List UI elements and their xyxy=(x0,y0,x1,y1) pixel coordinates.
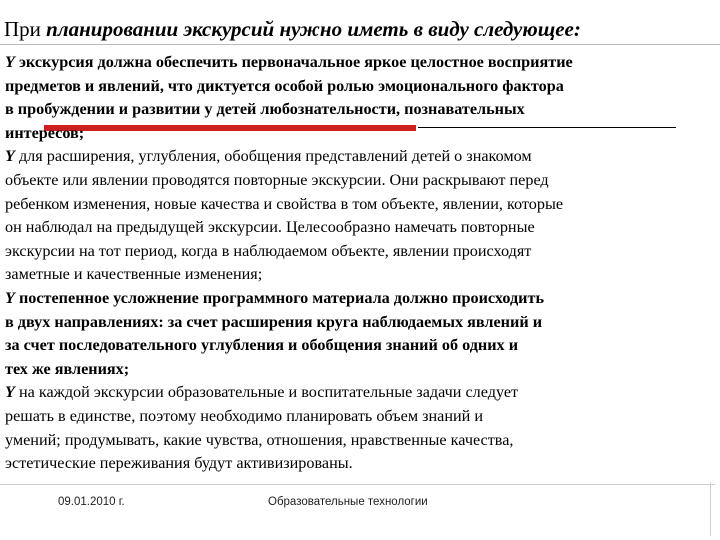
slide-title xyxy=(4,16,716,42)
text-segment: постепенное усложнение программного материала должно происходить xyxy=(14,288,545,307)
text-line: умений; продумывать, какие чувства, отношения, нравственные качества, xyxy=(5,430,514,449)
footer-divider xyxy=(0,484,715,485)
bullet-icon: Ү xyxy=(5,147,15,166)
text-segment: для расширения, углубления, обобщения представлений детей о знакомом xyxy=(14,147,532,166)
body-text xyxy=(5,51,717,476)
text-line: решать в единстве, поэтому необходимо планировать объем знаний и xyxy=(5,406,484,425)
text-segment: на каждой экскурсии образовательные и воспитательные задачи следует xyxy=(14,383,519,402)
text-line: в двух направлениях: за счет расширения круга наблюдаемых явлений и xyxy=(5,312,543,331)
text-line: предметов и явлений, что диктуется особой ролью эмоционального фактора xyxy=(5,76,564,95)
text-line: интересов; xyxy=(5,123,85,142)
text-line: в пробуждении и развитии у детей любознательности, познавательных xyxy=(5,100,525,119)
side-divider xyxy=(710,482,711,536)
text-line: объекте или явлении проводятся повторные экскурсии. Они раскрывают перед xyxy=(5,170,549,189)
title-plain: При xyxy=(4,17,47,41)
text-line xyxy=(5,381,717,405)
footer-date: 09.01.2010 г. xyxy=(58,496,125,508)
text-segment: экскурсия должна обеспечить первоначальное яркое целостное восприятие xyxy=(14,53,573,71)
bullet-icon: Ү xyxy=(5,383,15,402)
text-line: заметные и качественные изменения; xyxy=(5,265,263,284)
text-line: за счет последовательного углубления и обобщения знаний об одних и xyxy=(5,336,519,355)
text-line xyxy=(5,287,717,311)
text-line: ребенком изменения, новые качества и свойства в том объекте, явлении, которые xyxy=(5,194,564,213)
text-line: экскурсии на тот период, когда в наблюдаемом объекте, явлении происходят xyxy=(5,241,532,260)
footer-topic: Образовательные технологии xyxy=(268,496,428,508)
bullet-icon: Ү xyxy=(5,288,15,307)
title-divider xyxy=(0,44,720,45)
title-italic: планировании экскурсий нужно иметь в виду следующее: xyxy=(46,17,581,41)
text-line xyxy=(5,145,717,169)
text-line xyxy=(5,51,717,75)
text-line: тех же явлениях; xyxy=(5,359,130,378)
text-line: он наблюдал на предыдущей экскурсии. Целесообразно намечать повторные xyxy=(5,218,535,237)
text-line: эстетические переживания будут активизированы. xyxy=(5,454,353,473)
bullet-icon: Ү xyxy=(5,53,15,71)
